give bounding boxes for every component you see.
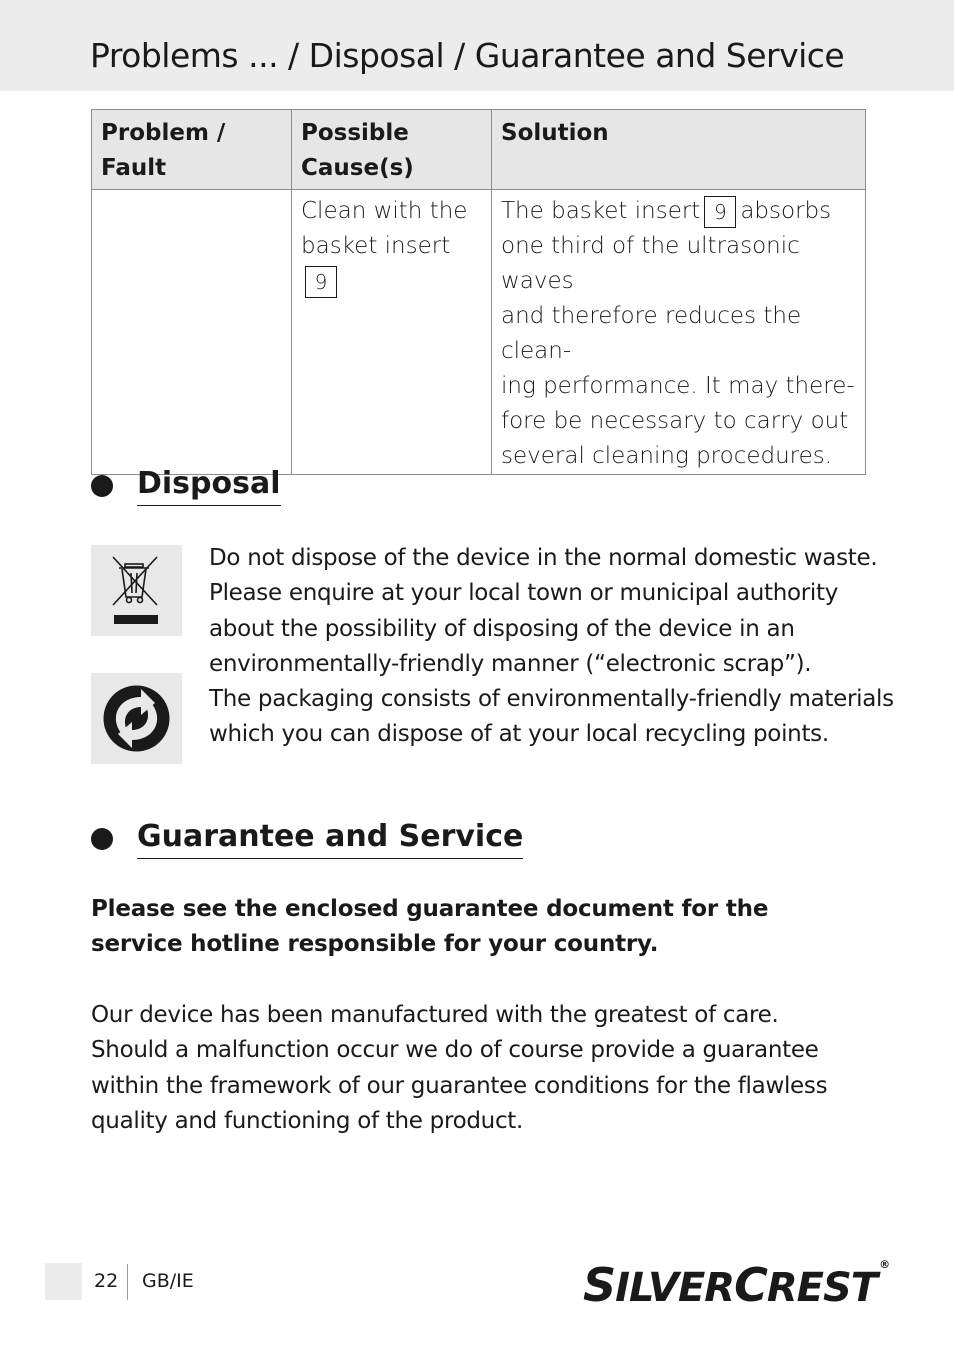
cell-cause: Clean with the basket insert9 [292, 190, 492, 475]
guarantee-hotline-note: Please see the enclosed guarantee document for the service hotline responsible for your country. [91, 896, 769, 958]
page-title: Problems ... / Disposal / Guarantee and Service [90, 36, 845, 75]
footer-divider [127, 1264, 128, 1300]
reference-number-box: 9 [704, 196, 736, 228]
troubleshooting-table [91, 109, 866, 475]
disposal-text: Do not dispose of the device in the normal domestic waste. Please enquire at your local town or municipal authority about the possibility of disposing of the device in an environmentally-friendly manner (“electronic scrap”). The packaging consists of environmentally-friendly materials which you can dispose of at your local recycling points. [209, 545, 894, 748]
region-code: GB/IE [142, 1270, 194, 1292]
table-header-row [92, 110, 866, 190]
cell-problem [92, 190, 292, 475]
cell-solution: The basket insert 9 absorbs one third of the ultrasonic waves and therefore reduces the clean- ing performance. It may there- fore be necessary to carry out several cleaning procedures. [492, 190, 866, 475]
crossed-out-wheelie-bin-icon [91, 545, 182, 636]
bullet-icon [91, 475, 113, 497]
guarantee-text: Our device has been manufactured with the greatest of care. Should a malfunction occur we do of course provide a guarantee within the framework of our guarantee conditions for the flawless quality and functioning of the product. [91, 1002, 828, 1134]
page-number: 22 [94, 1270, 119, 1292]
guarantee-heading: Guarantee and Service [91, 819, 523, 859]
header-problem-fault: Problem / Fault [92, 110, 292, 190]
table-row [92, 190, 866, 475]
header-solution: Solution [492, 110, 866, 190]
disposal-heading: Disposal [91, 466, 281, 506]
header-possible-causes: Possible Cause(s) [292, 110, 492, 190]
brand-logo: SILVERCREST® [583, 1258, 890, 1312]
bullet-icon [91, 828, 113, 850]
green-dot-recycling-icon [91, 673, 182, 764]
footer-marker [45, 1263, 82, 1300]
reference-number-box: 9 [305, 266, 337, 298]
